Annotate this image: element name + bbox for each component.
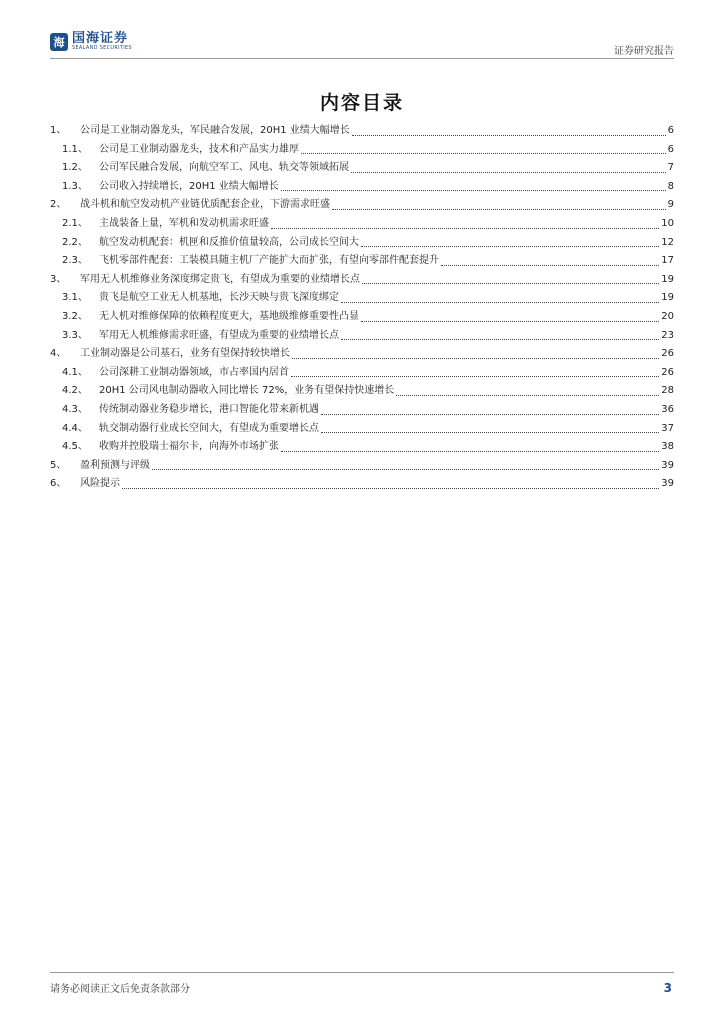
- toc-entry-title: 主战装备上量，军机和发动机需求旺盛: [99, 217, 269, 229]
- toc-entry[interactable]: [50, 363, 674, 382]
- toc-leader-dots: [361, 245, 659, 247]
- toc-entry[interactable]: [50, 140, 674, 159]
- toc-entry-page: 17: [661, 255, 674, 267]
- toc-entry-title: 传统制动器业务稳步增长，港口智能化带来新机遇: [99, 403, 319, 415]
- toc-entry-title: 风险提示: [80, 478, 120, 490]
- toc-entry-title: 工业制动器是公司基石，业务有望保持较快增长: [80, 348, 290, 360]
- toc-entry[interactable]: [50, 344, 674, 363]
- toc-entry-title: 军用无人机维修需求旺盛，有望成为重要的业绩增长点: [99, 329, 339, 341]
- toc-entry-page: 26: [661, 348, 674, 360]
- toc-entry[interactable]: [50, 326, 674, 345]
- toc-entry-title: 公司是工业制动器龙头，技术和产品实力雄厚: [99, 143, 299, 155]
- toc-entry-number: 3、: [50, 273, 67, 285]
- toc-leader-dots: [441, 264, 659, 266]
- footer-divider: [50, 972, 674, 973]
- toc-entry-page: 37: [661, 422, 674, 434]
- header-divider: [50, 58, 674, 59]
- logo-icon: 海: [50, 33, 68, 51]
- footer-disclaimer: 请务必阅读正文后免责条款部分: [50, 984, 190, 995]
- toc-entry-title: 飞机零部件配套：工装模具随主机厂产能扩大而扩张，有望向零部件配套提升: [99, 255, 439, 267]
- toc-entry[interactable]: [50, 233, 674, 252]
- toc-entry-number: 1.1、: [62, 143, 88, 155]
- toc-entry[interactable]: [50, 456, 674, 475]
- toc-entry[interactable]: [50, 400, 674, 419]
- toc-entry-title: 公司是工业制动器龙头，军民融合发展，20H1 业绩大幅增长: [80, 125, 350, 136]
- toc-leader-dots: [281, 450, 659, 452]
- toc-entry-title: 公司收入持续增长，20H1 业绩大幅增长: [99, 180, 279, 192]
- toc-leader-dots: [291, 375, 659, 377]
- toc-entry-title: 航空发动机配套：机匣和反推价值量较高，公司成长空间大: [99, 236, 359, 248]
- toc-entry-page: 28: [661, 385, 674, 397]
- toc-entry-number: 3.3、: [62, 329, 88, 341]
- page-number: 3: [663, 981, 672, 995]
- toc-entry-title: 无人机对维修保障的依赖程度更大，基地级维修重要性凸显: [99, 310, 359, 322]
- report-type-label: 证券研究报告: [614, 46, 674, 57]
- toc-leader-dots: [341, 338, 659, 340]
- table-of-contents: [50, 121, 674, 493]
- toc-entry-page: 20: [661, 310, 674, 322]
- toc-entry-number: 2.2、: [62, 236, 88, 248]
- toc-entry-page: 7: [667, 162, 674, 174]
- toc-leader-dots: [292, 357, 659, 359]
- toc-leader-dots: [321, 413, 659, 415]
- toc-entry[interactable]: [50, 177, 674, 196]
- toc-entry-number: 4、: [50, 348, 67, 360]
- toc-entry[interactable]: [50, 307, 674, 326]
- toc-leader-dots: [352, 134, 666, 136]
- toc-entry[interactable]: [50, 437, 674, 456]
- toc-entry[interactable]: [50, 251, 674, 270]
- toc-leader-dots: [321, 431, 659, 433]
- toc-leader-dots: [122, 487, 659, 489]
- toc-entry-page: 19: [661, 273, 674, 285]
- toc-entry[interactable]: [50, 288, 674, 307]
- toc-entry-page: 23: [661, 329, 674, 341]
- toc-entry-title: 盈利预测与评级: [80, 459, 150, 471]
- toc-entry-number: 6、: [50, 478, 67, 490]
- toc-entry[interactable]: [50, 419, 674, 438]
- toc-entry-number: 1.2、: [62, 162, 88, 174]
- toc-leader-dots: [271, 227, 659, 229]
- toc-leader-dots: [281, 189, 666, 191]
- toc-entry[interactable]: [50, 270, 674, 289]
- toc-leader-dots: [301, 152, 666, 154]
- toc-entry[interactable]: [50, 381, 674, 400]
- toc-entry-number: 3.1、: [62, 292, 88, 304]
- toc-entry-number: 3.2、: [62, 310, 88, 322]
- toc-entry-page: 8: [667, 180, 674, 192]
- toc-entry-title: 收购并控股瑞士福尔卡，向海外市场扩张: [99, 441, 279, 453]
- toc-title: 内容目录: [319, 92, 404, 114]
- toc-entry-number: 2.3、: [62, 255, 88, 267]
- toc-entry-number: 1、: [50, 125, 67, 136]
- toc-leader-dots: [361, 320, 659, 322]
- toc-entry-page: 12: [661, 236, 674, 248]
- page-header: [50, 30, 674, 58]
- toc-entry-page: 26: [661, 366, 674, 378]
- toc-leader-dots: [351, 171, 666, 173]
- toc-entry-page: 36: [661, 403, 674, 415]
- toc-leader-dots: [396, 394, 659, 396]
- toc-entry-page: 38: [661, 441, 674, 453]
- toc-entry-number: 4.3、: [62, 403, 88, 415]
- toc-leader-dots: [362, 282, 659, 284]
- toc-entry-title: 军用无人机维修业务深度绑定贵飞，有望成为重要的业绩增长点: [80, 273, 360, 285]
- toc-entry[interactable]: [50, 195, 674, 214]
- toc-entry-page: 39: [661, 478, 674, 490]
- logo-cn-text: 国海证券: [72, 31, 129, 46]
- toc-entry-number: 4.5、: [62, 441, 88, 453]
- toc-entry-number: 4.2、: [62, 385, 88, 397]
- toc-leader-dots: [332, 208, 666, 210]
- toc-leader-dots: [152, 468, 659, 470]
- logo-en-text: SEALAND SECURITIES: [72, 45, 132, 51]
- toc-entry[interactable]: [50, 214, 674, 233]
- toc-entry[interactable]: [50, 121, 674, 140]
- toc-entry-title: 战斗机和航空发动机产业链优质配套企业，下游需求旺盛: [80, 199, 330, 211]
- toc-entry-title: 公司军民融合发展，向航空军工、风电、轨交等领域拓展: [99, 162, 349, 174]
- toc-entry-page: 39: [661, 459, 674, 471]
- toc-entry-page: 6: [667, 143, 674, 155]
- toc-entry-number: 4.1、: [62, 366, 88, 378]
- toc-entry-number: 2.1、: [62, 217, 88, 229]
- toc-entry-title: 公司深耕工业制动器领域，市占率国内居首: [99, 366, 289, 378]
- toc-entry-number: 5、: [50, 459, 67, 471]
- toc-entry[interactable]: [50, 158, 674, 177]
- toc-entry-page: 9: [667, 199, 674, 211]
- company-logo: [50, 32, 132, 52]
- toc-entry-page: 10: [661, 217, 674, 229]
- toc-entry-title: 贵飞是航空工业无人机基地，长沙天映与贵飞深度绑定: [99, 292, 339, 304]
- toc-entry-title: 20H1 公司风电制动器收入同比增长 72%，业务有望保持快速增长: [99, 385, 395, 397]
- toc-leader-dots: [341, 301, 659, 303]
- toc-entry-number: 2、: [50, 199, 67, 211]
- toc-entry-number: 4.4、: [62, 422, 88, 434]
- toc-entry-page: 6: [667, 125, 674, 136]
- toc-entry-page: 19: [661, 292, 674, 304]
- toc-entry-number: 1.3、: [62, 180, 88, 192]
- toc-entry-title: 轨交制动器行业成长空间大，有望成为重要增长点: [99, 422, 319, 434]
- toc-entry[interactable]: [50, 474, 674, 493]
